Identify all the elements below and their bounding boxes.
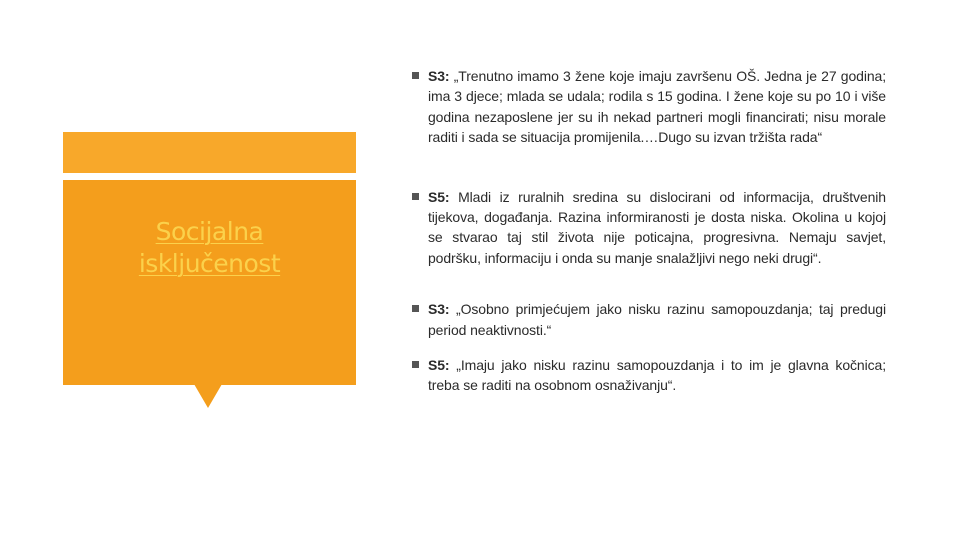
panel-pointer-arrow — [194, 384, 222, 408]
quote-list — [412, 66, 886, 396]
square-bullet-icon — [412, 72, 419, 79]
square-bullet-icon — [412, 193, 419, 200]
top-accent-bar — [63, 132, 356, 173]
square-bullet-icon — [412, 361, 419, 368]
slide-title: Socijalna isključenost — [138, 217, 281, 278]
square-bullet-icon — [412, 305, 419, 312]
quote-text: Mladi iz ruralnih sredina su dislocirani od informacija, društvenih tijekova, događanja. Razina informiranosti je dosta niska. Okolina u kojoj se stvarao taj stil života nije poticajna, progresivna. Nemaju savjet, podršku, informaciju i onda su manje snalažljivi nego neki drugi“. — [428, 188, 886, 266]
quote-text: „Osobno primjećujem jako nisku razinu samopouzdanja; taj predugi period neaktivnosti.“ — [428, 301, 886, 338]
speaker-label: S5: — [428, 357, 457, 374]
speaker-label: S5: — [428, 188, 459, 205]
quote-item — [412, 187, 886, 269]
quote-item — [412, 66, 886, 148]
title-panel — [63, 180, 356, 385]
quote-item — [412, 355, 886, 396]
speaker-label: S3: — [428, 68, 454, 84]
quote-item — [412, 299, 886, 340]
speaker-label: S3: — [428, 301, 457, 318]
quote-text: „Trenutno imamo 3 žene koje imaju završenu OŠ. Jedna je 27 godina; ima 3 djece; mlada se udala; rodila s 15 godina. I žene koje su po 10 i više godina nezaposlene jer su ih nekad partneri mogli financirati; nisu morale raditi i sada se situacija promijenila.…Dugo su izvan tržišta rada“ — [428, 68, 886, 146]
quote-text: „Imaju jako nisku razinu samopouzdanja i to im je glavna kočnica; treba se raditi na osobnom osnaživanju“. — [428, 357, 886, 394]
